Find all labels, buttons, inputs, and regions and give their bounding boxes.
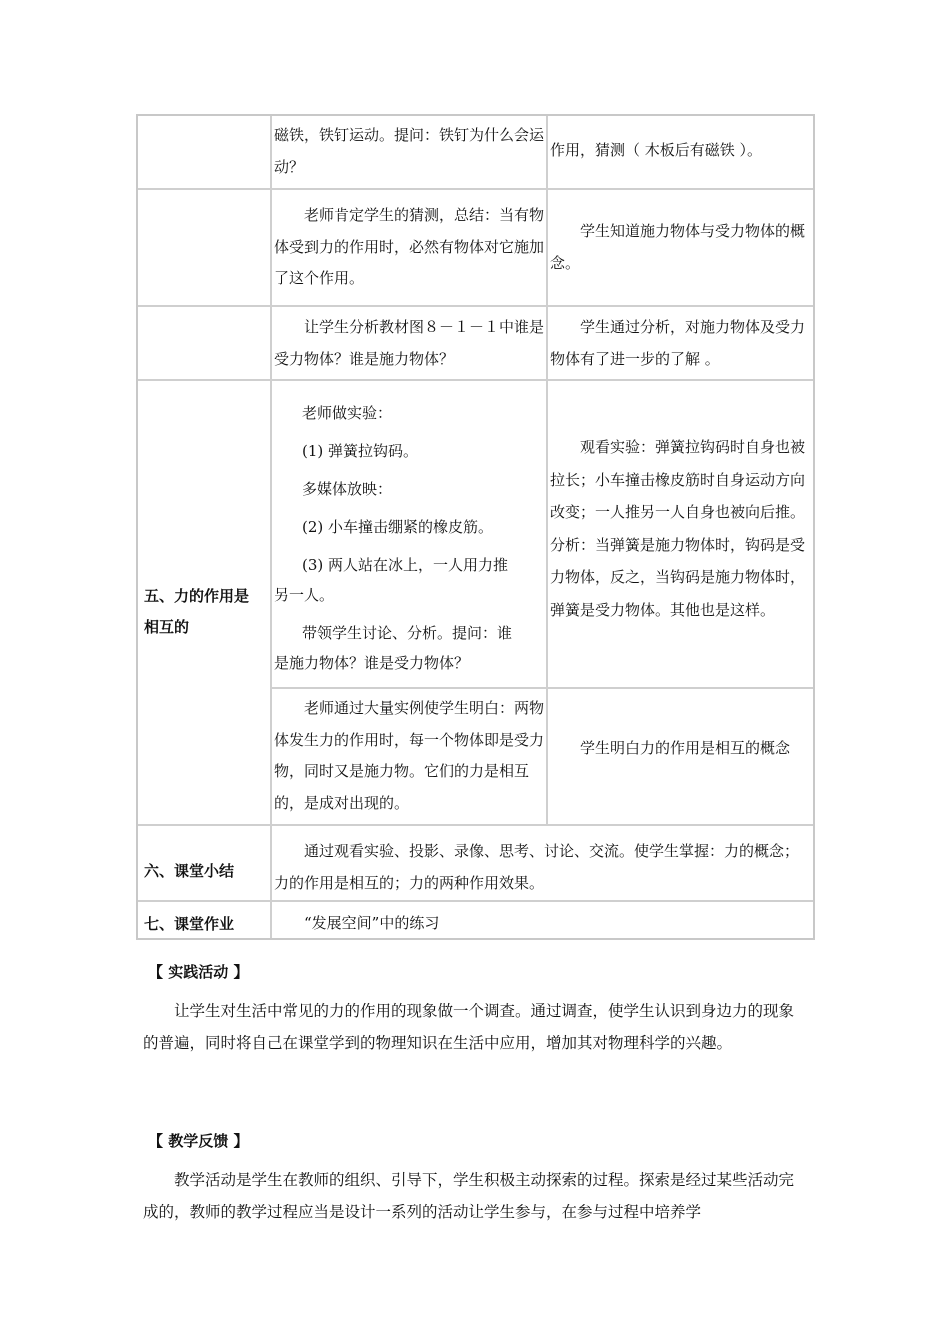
step-line: (1) 弹簧拉钩码。 [302, 442, 419, 460]
step-line: 老师做实验： [302, 404, 393, 422]
teacher-activity-cell [270, 190, 546, 305]
teacher-activity-cell [270, 307, 546, 379]
step-line: 是施力物体？谁是受力物体？ [274, 654, 470, 672]
student-activity-text: 学生通过分析，对施力物体及受力物体有了进一步的了解 。 [550, 318, 806, 368]
table-row [138, 116, 813, 190]
step-line: (2) 小车撞击绷紧的橡皮筋。 [302, 518, 494, 536]
teacher-activity-text: 老师肯定学生的猜测，总结：当有物体受到力的作用时，必然有物体对它施加了这个作用。 [274, 206, 545, 287]
step-line: 多媒体放映： [302, 480, 393, 498]
summary-text: 通过观看实验、投影、录像、思考、讨论、交流。使学生掌握：力的概念；力的作用是相互的；力的两种作用效果。 [274, 842, 800, 892]
stage-cell [138, 116, 270, 188]
student-activity-cell [546, 116, 813, 188]
feedback-body: 教学活动是学生在教师的组织、引导下，学生积极主动探索的过程。探索是经过某些活动完成的，教师的教学过程应当是设计一系列的活动让学生参与，在参与过程中培养学 [143, 1171, 795, 1221]
stage-heading-line2: 相互的 [144, 618, 190, 636]
stage-cell [138, 307, 270, 379]
table-row [138, 826, 813, 902]
teacher-activity-text: 老师通过大量实例使学生明白：两物体发生力的作用时，每一个物体即是受力物，同时又是施力物。它们的力是相互的，是成对出现的。 [274, 699, 545, 812]
teacher-activity-cell [270, 381, 546, 687]
teacher-activity-cell [270, 116, 546, 188]
stage-heading-cell [138, 826, 270, 900]
table-row [138, 190, 813, 307]
teacher-activity-cell [270, 689, 546, 824]
practice-title: 【 实践活动 】 [148, 963, 249, 981]
stage-heading-cell [138, 902, 270, 938]
stage-cell [138, 190, 270, 305]
student-activity-cell [546, 381, 813, 687]
table-row [138, 307, 813, 381]
stage-heading: 六、课堂小结 [144, 862, 235, 880]
homework-text: “发展空间”中的练习 [304, 914, 440, 932]
stage-heading: 七、课堂作业 [144, 915, 235, 933]
table-row [138, 381, 813, 826]
stage-heading: 五、力的作用是 [144, 587, 250, 605]
step-line: 另一人。 [274, 586, 335, 604]
table-row [138, 902, 813, 938]
student-activity-cell [546, 190, 813, 305]
student-activity-text: 学生明白力的作用是相互的概念 [580, 739, 791, 757]
student-activity-text: 观看实验：弹簧拉钩码时自身也被拉长；小车撞击橡皮筋时自身运动方向改变；一人推另一人自身也被向后推。分析：当弹簧是施力物体时，钩码是受力物体，反之，当钩码是施力物体时，弹簧是受力物体。其他也是这样。 [550, 438, 806, 619]
student-activity-cell [546, 307, 813, 379]
feedback-title: 【 教学反馈 】 [148, 1132, 249, 1150]
teacher-activity-text: 磁铁，铁钉运动。提问：铁钉为什么会运动？ [274, 126, 545, 176]
lesson-table [136, 114, 815, 940]
step-line: (3) 两人站在冰上，一人用力推 [302, 556, 509, 574]
step-line: 带领学生讨论、分析。提问：谁 [302, 624, 513, 642]
student-activity-cell [546, 689, 813, 824]
student-activity-text: 作用，猜测（ 木板后有磁铁 ）。 [550, 141, 763, 159]
stage-heading-cell [138, 381, 270, 824]
student-activity-text: 学生知道施力物体与受力物体的概念。 [550, 222, 806, 272]
homework-cell [270, 902, 813, 938]
practice-body: 让学生对生活中常见的力的作用的现象做一个调查。通过调查，使学生认识到身边力的现象的普遍，同时将自己在课堂学到的物理知识在生活中应用，增加其对物理科学的兴趣。 [143, 1002, 795, 1052]
summary-cell [270, 826, 813, 900]
teacher-activity-text: 让学生分析教材图８－１－１中谁是受力物体？谁是施力物体？ [274, 318, 545, 368]
